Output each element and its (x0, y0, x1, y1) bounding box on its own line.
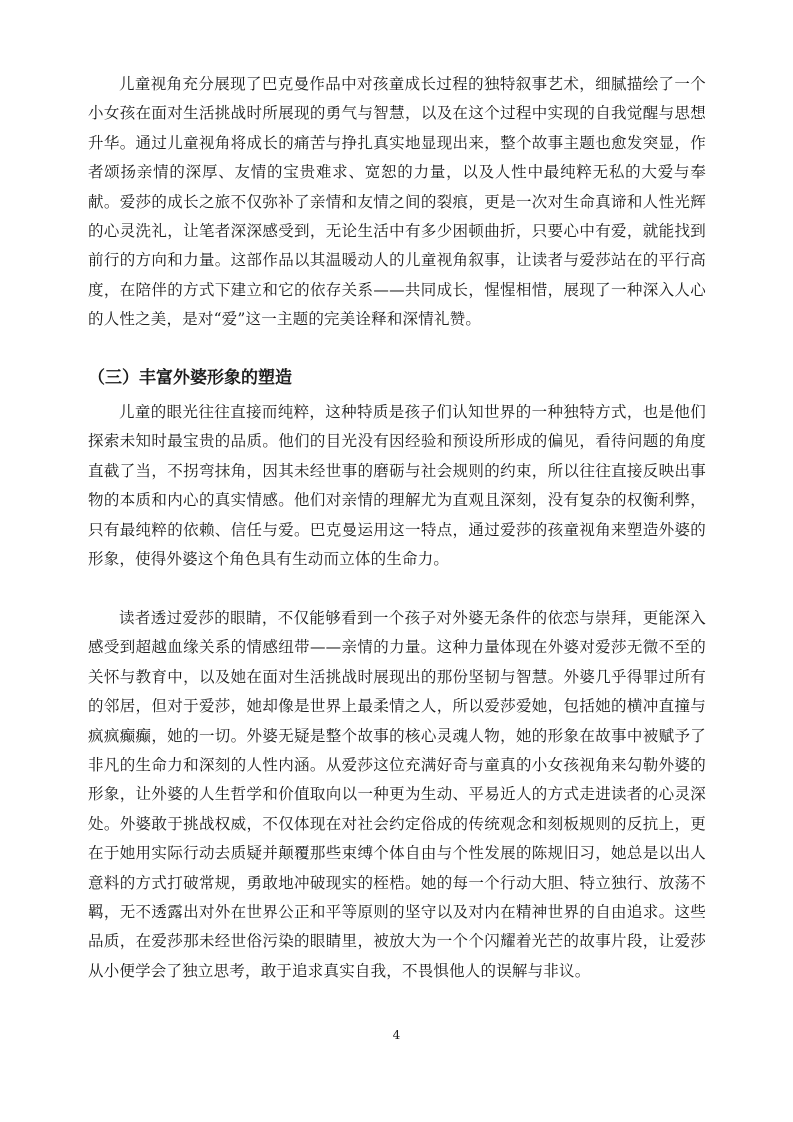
paragraph-2: 儿童的眼光往往直接而纯粹，这种特质是孩子们认知世界的一种独特方式，也是他们探索未知时最宝贵的品质。他们的目光没有因经验和预设所形成的偏见，看待问题的角度直截了当，不拐弯抹角，因其未经世事的磨砺与社会规则的约束，所以往往直接反映出事物的本质和内心的真实情感。他们对亲情的理解尤为直观且深刻，没有复杂的权衡利弊，只有最纯粹的依赖、信任与爱。巴克曼运用这一特点，通过爱莎的孩童视角来塑造外婆的形象，使得外婆这个角色具有生动而立体的生命力。 (88, 403, 706, 569)
paragraph-3: 读者透过爱莎的眼睛，不仅能够看到一个孩子对外婆无条件的依恋与崇拜，更能深入感受到超越血缘关系的情感纽带——亲情的力量。这种力量体现在外婆对爱莎无微不至的关怀与教育中，以及她在面对生活挑战时展现出的那份坚韧与智慧。外婆几乎得罪过所有的邻居，但对于爱莎，她却像是世界上最柔情之人，所以爱莎爱她，包括她的横冲直撞与疯疯癫癫，她的一切。外婆无疑是整个故事的核心灵魂人物，她的形象在故事中被赋予了非凡的生命力和深刻的人性内涵。从爱莎这位充满好奇与童真的小女孩视角来勾勒外婆的形象，让外婆的人生哲学和价值取向以一种更为生动、平易近人的方式走进读者的心灵深处。外婆敢于挑战权威，不仅体现在对社会约定俗成的传统观念和刻板规则的反抗上，更在于她用实际行动去质疑并颠覆那些束缚个体自由与个性发展的陈规旧习，她总是以出人意料的方式打破常规，勇敢地冲破现实的桎梏。她的每一个行动大胆、特立独行、放荡不羁，无不透露出对外在世界公正和平等原则的坚守以及对内在精神世界的自由追求。这些品质，在爱莎那未经世俗污染的眼睛里，被放大为一个个闪耀着光芒的故事片段，让爱莎从小便学会了独立思考，敢于追求真实自我，不畏惧他人的误解与非议。 (88, 609, 706, 980)
page-number: 4 (392, 1028, 401, 1042)
paragraph-1: 儿童视角充分展现了巴克曼作品中对孩童成长过程的独特叙事艺术，细腻描绘了一个小女孩在面对生活挑战时所展现的勇气与智慧，以及在这个过程中实现的自我觉醒与思想升华。通过儿童视角将成长的痛苦与挣扎真实地显现出来，整个故事主题也愈发突显，作者颂扬亲情的深厚、友情的宝贵难求、宽恕的力量，以及人性中最纯粹无私的大爱与奉献。爱莎的成长之旅不仅弥补了亲情和友情之间的裂痕，更是一次对生命真谛和人性光辉的心灵洗礼，让笔者深深感受到，无论生活中有多少困顿曲折，只要心中有爱，就能找到前行的方向和力量。这部作品以其温暖动人的儿童视角叙事，让读者与爱莎站在的平行高度，在陪伴的方式下建立和它的依存关系——共同成长，惺惺相惜，展现了一种深入人心的人性之美，是对“爱”这一主题的完美诠释和深情礼赞。 (88, 75, 706, 329)
section-heading: （三）丰富外婆形象的塑造 (88, 368, 292, 388)
